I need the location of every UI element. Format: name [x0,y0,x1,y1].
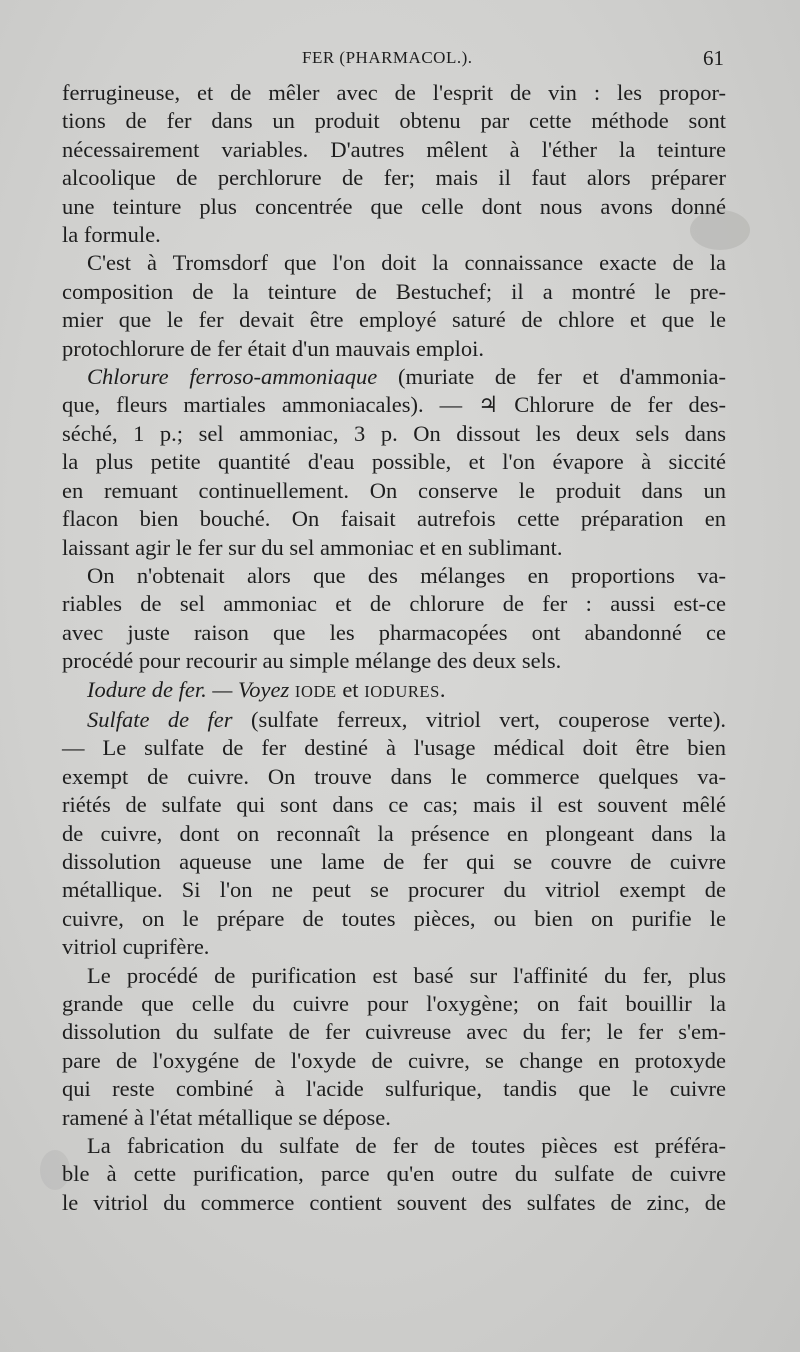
paragraph-7 [62,962,726,1132]
text-line: qui reste combiné à l'acide sulfurique, tandis que le cuivre [62,1076,726,1102]
text-line: La fabrication du sulfate de fer de toutes pièces est préféra- [87,1133,726,1159]
italic-heading: Sulfate de fer [87,706,233,732]
text-line: procédé pour recourir au simple mélange des deux sels. [62,648,562,674]
text-run: (sulfate ferreux, vitriol vert, couperose verte). [232,706,726,732]
text-line: en remuant continuellement. On conserve le produit dans un [62,477,726,503]
text-line: la formule. [62,222,161,248]
cross-reference: IODE [294,681,337,701]
paragraph-5 [62,676,726,706]
text-line: une teinture plus concentrée que celle dont nous avons donné [62,193,726,219]
italic-heading: Chlorure ferroso-ammoniaque [87,364,378,390]
text-line [62,363,726,391]
text-line: la plus petite quantité d'eau possible, et l'on évapore à siccité [62,449,726,475]
italic-heading: Iodure de fer. — Voyez [87,676,290,702]
text-line: nécessairement variables. D'autres mêlent à l'éther la teinture [62,136,726,162]
text-line: protochlorure de fer était d'un mauvais emploi. [62,335,485,361]
body-text [62,79,726,1217]
text-line: métallique. Si l'on ne peut se procurer du vitriol exempt de [62,877,726,903]
text-line [62,706,726,734]
text-line: dissolution aqueuse une lame de fer qui se couvre de cuivre [62,848,726,874]
text-line: riables de sel ammoniac et de chlorure de fer : aussi est-ce [62,591,726,617]
text-line: laissant agir le fer sur du sel ammoniac et en sublimant. [62,534,563,560]
text-line: exempt de cuivre. On trouve dans le commerce quelques va- [62,763,726,789]
paragraph-8 [62,1132,726,1217]
paragraph-1 [62,79,726,249]
text-line: — Le sulfate de fer destiné à l'usage médical doit être bien [62,735,726,761]
text-line: ble à cette purification, parce qu'en outre du sulfate de cuivre [62,1161,726,1187]
text-line: dissolution du sulfate de fer cuivreuse avec du fer; le fer s'em- [62,1019,726,1045]
text-line: pare de l'oxygéne de l'oxyde de cuivre, se change en protoxyde [62,1047,726,1073]
page-number: 61 [703,46,724,70]
text-line: vitriol cuprifère. [62,934,210,960]
paragraph-3 [62,363,726,562]
text-line: tions de fer dans un produit obtenu par cette méthode sont [62,108,726,134]
text-run: (muriate de fer et d'ammonia- [377,364,726,390]
paragraph-6 [62,706,726,962]
text-line: C'est à Tromsdorf que l'on doit la connaissance exacte de la [87,250,726,276]
text-line: Le procédé de purification est basé sur l'affinité du fer, plus [87,962,726,988]
text-line: composition de la teinture de Bestuchef; il a montré le pre- [62,278,726,304]
text-line: grande que celle du cuivre pour l'oxygène; on fait bouillir la [62,991,726,1016]
text-line: avec juste raison que les pharmacopées ont abandonné ce [62,619,726,645]
text-line: ramené à l'état métallique se dépose. [62,1104,391,1130]
text-line: le vitriol du commerce contient souvent des sulfates de zinc, de [62,1189,726,1215]
text-line: riétés de sulfate qui sont dans ce cas; mais il est souvent mêlé [62,792,726,818]
text-line: alcoolique de perchlorure de fer; mais il faut alors préparer [62,165,726,191]
text-line: cuivre, on le prépare de toutes pièces, ou bien on purifie le [62,905,726,931]
text-run: et [336,676,365,702]
paragraph-4 [62,562,726,676]
text-line: On n'obtenait alors que des mélanges en proportions va- [87,562,726,588]
text-line: que, fleurs martiales ammoniacales). — ♃ Chlorure de fer des- [62,392,726,418]
text-line [62,676,726,706]
page-header [62,44,724,74]
text-line: ferrugineuse, et de mêler avec de l'esprit de vin : les propor- [62,80,726,105]
text-line: mier que le fer devait être employé saturé de chlore et que le [62,307,726,333]
text-line: de cuivre, dont on reconnaît la présence en plongeant dans la [62,820,726,846]
cross-reference: IODURES [364,681,440,701]
paragraph-2 [62,249,726,363]
text-line: séché, 1 p.; sel ammoniac, 3 p. On dissout les deux sels dans [62,420,726,446]
text-run: . [439,676,446,702]
text-line: flacon bien bouché. On faisait autrefois cette préparation en [62,506,726,532]
running-head: FER (PHARMACOL.). [302,48,473,67]
